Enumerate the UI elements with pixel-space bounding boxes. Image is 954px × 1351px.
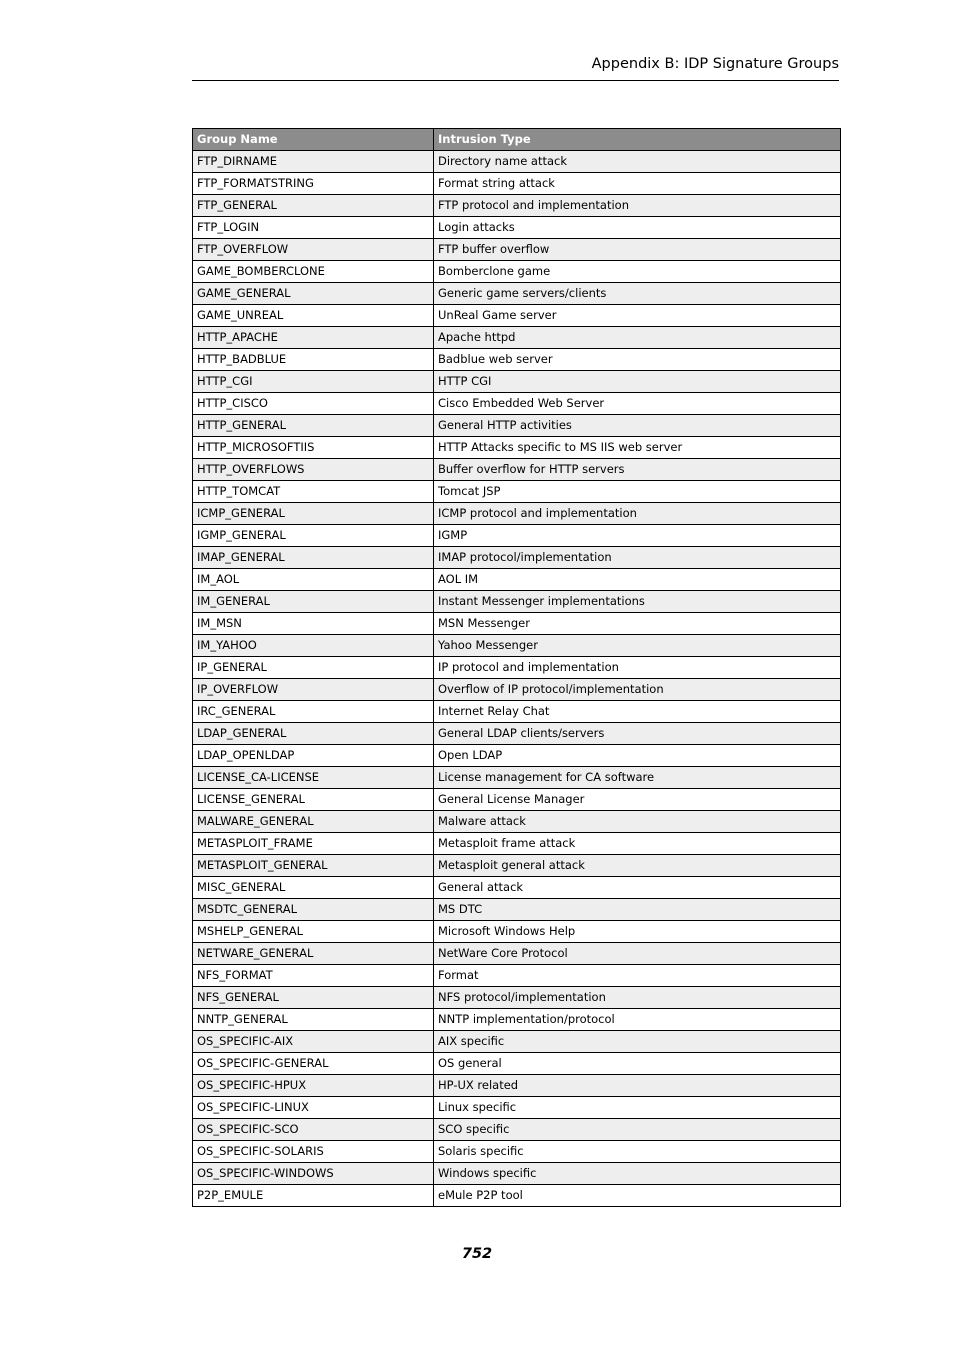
group-name-cell: HTTP_BADBLUE bbox=[193, 349, 434, 371]
table-row bbox=[193, 877, 841, 899]
table-row bbox=[193, 261, 841, 283]
group-name-cell: IGMP_GENERAL bbox=[193, 525, 434, 547]
table-row bbox=[193, 635, 841, 657]
intrusion-type-cell: Badblue web server bbox=[434, 349, 841, 371]
group-name-cell: HTTP_APACHE bbox=[193, 327, 434, 349]
intrusion-type-cell: IGMP bbox=[434, 525, 841, 547]
table-row bbox=[193, 657, 841, 679]
table-row bbox=[193, 1075, 841, 1097]
intrusion-type-cell: MSN Messenger bbox=[434, 613, 841, 635]
intrusion-type-cell: IP protocol and implementation bbox=[434, 657, 841, 679]
group-name-cell: IP_OVERFLOW bbox=[193, 679, 434, 701]
group-name-cell: FTP_OVERFLOW bbox=[193, 239, 434, 261]
table-row bbox=[193, 613, 841, 635]
intrusion-type-cell: NFS protocol/implementation bbox=[434, 987, 841, 1009]
intrusion-type-cell: HP-UX related bbox=[434, 1075, 841, 1097]
intrusion-type-cell: UnReal Game server bbox=[434, 305, 841, 327]
table-body bbox=[193, 151, 841, 1207]
intrusion-type-cell: Bomberclone game bbox=[434, 261, 841, 283]
intrusion-type-cell: AIX specific bbox=[434, 1031, 841, 1053]
table-row bbox=[193, 1097, 841, 1119]
intrusion-type-cell: Generic game servers/clients bbox=[434, 283, 841, 305]
group-name-cell: OS_SPECIFIC-LINUX bbox=[193, 1097, 434, 1119]
group-name-cell: NETWARE_GENERAL bbox=[193, 943, 434, 965]
group-name-cell: GAME_BOMBERCLONE bbox=[193, 261, 434, 283]
group-name-cell: LICENSE_CA-LICENSE bbox=[193, 767, 434, 789]
group-name-cell: LDAP_GENERAL bbox=[193, 723, 434, 745]
table-row bbox=[193, 437, 841, 459]
table-row bbox=[193, 987, 841, 1009]
group-name-cell: MISC_GENERAL bbox=[193, 877, 434, 899]
intrusion-type-cell: General License Manager bbox=[434, 789, 841, 811]
table-row bbox=[193, 1141, 841, 1163]
intrusion-type-cell: Login attacks bbox=[434, 217, 841, 239]
table-row bbox=[193, 239, 841, 261]
group-name-cell: IM_MSN bbox=[193, 613, 434, 635]
table-row bbox=[193, 679, 841, 701]
table-row bbox=[193, 1031, 841, 1053]
intrusion-type-cell: Microsoft Windows Help bbox=[434, 921, 841, 943]
intrusion-type-cell: Overflow of IP protocol/implementation bbox=[434, 679, 841, 701]
table-row bbox=[193, 525, 841, 547]
group-name-cell: FTP_FORMATSTRING bbox=[193, 173, 434, 195]
table-row bbox=[193, 195, 841, 217]
group-name-cell: FTP_GENERAL bbox=[193, 195, 434, 217]
table-row bbox=[193, 833, 841, 855]
table-row bbox=[193, 481, 841, 503]
intrusion-type-cell: Tomcat JSP bbox=[434, 481, 841, 503]
intrusion-type-cell: General HTTP activities bbox=[434, 415, 841, 437]
group-name-cell: OS_SPECIFIC-WINDOWS bbox=[193, 1163, 434, 1185]
table-row bbox=[193, 1009, 841, 1031]
group-name-cell: NFS_FORMAT bbox=[193, 965, 434, 987]
table-row bbox=[193, 1185, 841, 1207]
group-name-cell: METASPLOIT_GENERAL bbox=[193, 855, 434, 877]
page-number: 752 bbox=[461, 1246, 493, 1262]
table-row bbox=[193, 151, 841, 173]
table-row bbox=[193, 965, 841, 987]
intrusion-type-cell: Open LDAP bbox=[434, 745, 841, 767]
intrusion-type-cell: FTP buffer overflow bbox=[434, 239, 841, 261]
table-row bbox=[193, 811, 841, 833]
intrusion-type-cell: General LDAP clients/servers bbox=[434, 723, 841, 745]
table-row bbox=[193, 921, 841, 943]
intrusion-type-cell: OS general bbox=[434, 1053, 841, 1075]
table-header-row bbox=[193, 129, 841, 151]
intrusion-type-cell: eMule P2P tool bbox=[434, 1185, 841, 1207]
table-row bbox=[193, 943, 841, 965]
group-name-cell: GAME_UNREAL bbox=[193, 305, 434, 327]
table-row bbox=[193, 569, 841, 591]
intrusion-type-cell: Metasploit frame attack bbox=[434, 833, 841, 855]
group-name-cell: HTTP_GENERAL bbox=[193, 415, 434, 437]
table-row bbox=[193, 393, 841, 415]
table-row bbox=[193, 591, 841, 613]
page-header bbox=[192, 54, 839, 81]
intrusion-type-cell: HTTP Attacks specific to MS IIS web server bbox=[434, 437, 841, 459]
intrusion-type-cell: SCO specific bbox=[434, 1119, 841, 1141]
intrusion-type-cell: Format bbox=[434, 965, 841, 987]
group-name-cell: HTTP_OVERFLOWS bbox=[193, 459, 434, 481]
intrusion-type-cell: Linux specific bbox=[434, 1097, 841, 1119]
group-name-cell: IMAP_GENERAL bbox=[193, 547, 434, 569]
intrusion-type-cell: General attack bbox=[434, 877, 841, 899]
group-name-cell: HTTP_TOMCAT bbox=[193, 481, 434, 503]
group-name-cell: HTTP_CGI bbox=[193, 371, 434, 393]
group-name-cell: MALWARE_GENERAL bbox=[193, 811, 434, 833]
table-row bbox=[193, 327, 841, 349]
group-name-cell: MSDTC_GENERAL bbox=[193, 899, 434, 921]
intrusion-type-cell: Windows specific bbox=[434, 1163, 841, 1185]
table-row bbox=[193, 173, 841, 195]
intrusion-type-cell: Buffer overflow for HTTP servers bbox=[434, 459, 841, 481]
signature-groups-table bbox=[192, 128, 841, 1207]
table-row bbox=[193, 1119, 841, 1141]
intrusion-type-cell: Solaris specific bbox=[434, 1141, 841, 1163]
table-row bbox=[193, 459, 841, 481]
group-name-cell: OS_SPECIFIC-AIX bbox=[193, 1031, 434, 1053]
group-name-cell: METASPLOIT_FRAME bbox=[193, 833, 434, 855]
group-name-cell: FTP_DIRNAME bbox=[193, 151, 434, 173]
table-row bbox=[193, 701, 841, 723]
group-name-cell: LICENSE_GENERAL bbox=[193, 789, 434, 811]
group-name-cell: OS_SPECIFIC-GENERAL bbox=[193, 1053, 434, 1075]
table-row bbox=[193, 547, 841, 569]
intrusion-type-cell: License management for CA software bbox=[434, 767, 841, 789]
intrusion-type-cell: NetWare Core Protocol bbox=[434, 943, 841, 965]
group-name-cell: LDAP_OPENLDAP bbox=[193, 745, 434, 767]
intrusion-type-cell: Format string attack bbox=[434, 173, 841, 195]
table-row bbox=[193, 217, 841, 239]
group-name-cell: IM_YAHOO bbox=[193, 635, 434, 657]
group-name-cell: HTTP_CISCO bbox=[193, 393, 434, 415]
header-title: Appendix B: IDP Signature Groups bbox=[591, 56, 839, 72]
group-name-cell: IP_GENERAL bbox=[193, 657, 434, 679]
intrusion-type-cell: Malware attack bbox=[434, 811, 841, 833]
group-name-cell: MSHELP_GENERAL bbox=[193, 921, 434, 943]
intrusion-type-cell: Cisco Embedded Web Server bbox=[434, 393, 841, 415]
group-name-cell: HTTP_MICROSOFTIIS bbox=[193, 437, 434, 459]
intrusion-type-cell: AOL IM bbox=[434, 569, 841, 591]
intrusion-type-cell: Metasploit general attack bbox=[434, 855, 841, 877]
intrusion-type-cell: Directory name attack bbox=[434, 151, 841, 173]
group-name-cell: P2P_EMULE bbox=[193, 1185, 434, 1207]
column-header-group-name: Group Name bbox=[193, 129, 434, 151]
intrusion-type-cell: Yahoo Messenger bbox=[434, 635, 841, 657]
group-name-cell: ICMP_GENERAL bbox=[193, 503, 434, 525]
table-row bbox=[193, 349, 841, 371]
intrusion-type-cell: Internet Relay Chat bbox=[434, 701, 841, 723]
intrusion-type-cell: MS DTC bbox=[434, 899, 841, 921]
group-name-cell: IM_AOL bbox=[193, 569, 434, 591]
group-name-cell: IM_GENERAL bbox=[193, 591, 434, 613]
intrusion-type-cell: NNTP implementation/protocol bbox=[434, 1009, 841, 1031]
intrusion-type-cell: ICMP protocol and implementation bbox=[434, 503, 841, 525]
table-row bbox=[193, 371, 841, 393]
intrusion-type-cell: HTTP CGI bbox=[434, 371, 841, 393]
table-row bbox=[193, 283, 841, 305]
table-row bbox=[193, 855, 841, 877]
group-name-cell: GAME_GENERAL bbox=[193, 283, 434, 305]
table-row bbox=[193, 899, 841, 921]
group-name-cell: NNTP_GENERAL bbox=[193, 1009, 434, 1031]
table-row bbox=[193, 789, 841, 811]
group-name-cell: IRC_GENERAL bbox=[193, 701, 434, 723]
table-row bbox=[193, 503, 841, 525]
group-name-cell: OS_SPECIFIC-HPUX bbox=[193, 1075, 434, 1097]
intrusion-type-cell: Apache httpd bbox=[434, 327, 841, 349]
group-name-cell: FTP_LOGIN bbox=[193, 217, 434, 239]
table-row bbox=[193, 767, 841, 789]
intrusion-type-cell: IMAP protocol/implementation bbox=[434, 547, 841, 569]
table-row bbox=[193, 415, 841, 437]
column-header-intrusion-type: Intrusion Type bbox=[434, 129, 841, 151]
table-row bbox=[193, 723, 841, 745]
table-row bbox=[193, 305, 841, 327]
intrusion-type-cell: Instant Messenger implementations bbox=[434, 591, 841, 613]
group-name-cell: OS_SPECIFIC-SOLARIS bbox=[193, 1141, 434, 1163]
group-name-cell: NFS_GENERAL bbox=[193, 987, 434, 1009]
group-name-cell: OS_SPECIFIC-SCO bbox=[193, 1119, 434, 1141]
table-row bbox=[193, 1053, 841, 1075]
table-row bbox=[193, 745, 841, 767]
intrusion-type-cell: FTP protocol and implementation bbox=[434, 195, 841, 217]
table-row bbox=[193, 1163, 841, 1185]
